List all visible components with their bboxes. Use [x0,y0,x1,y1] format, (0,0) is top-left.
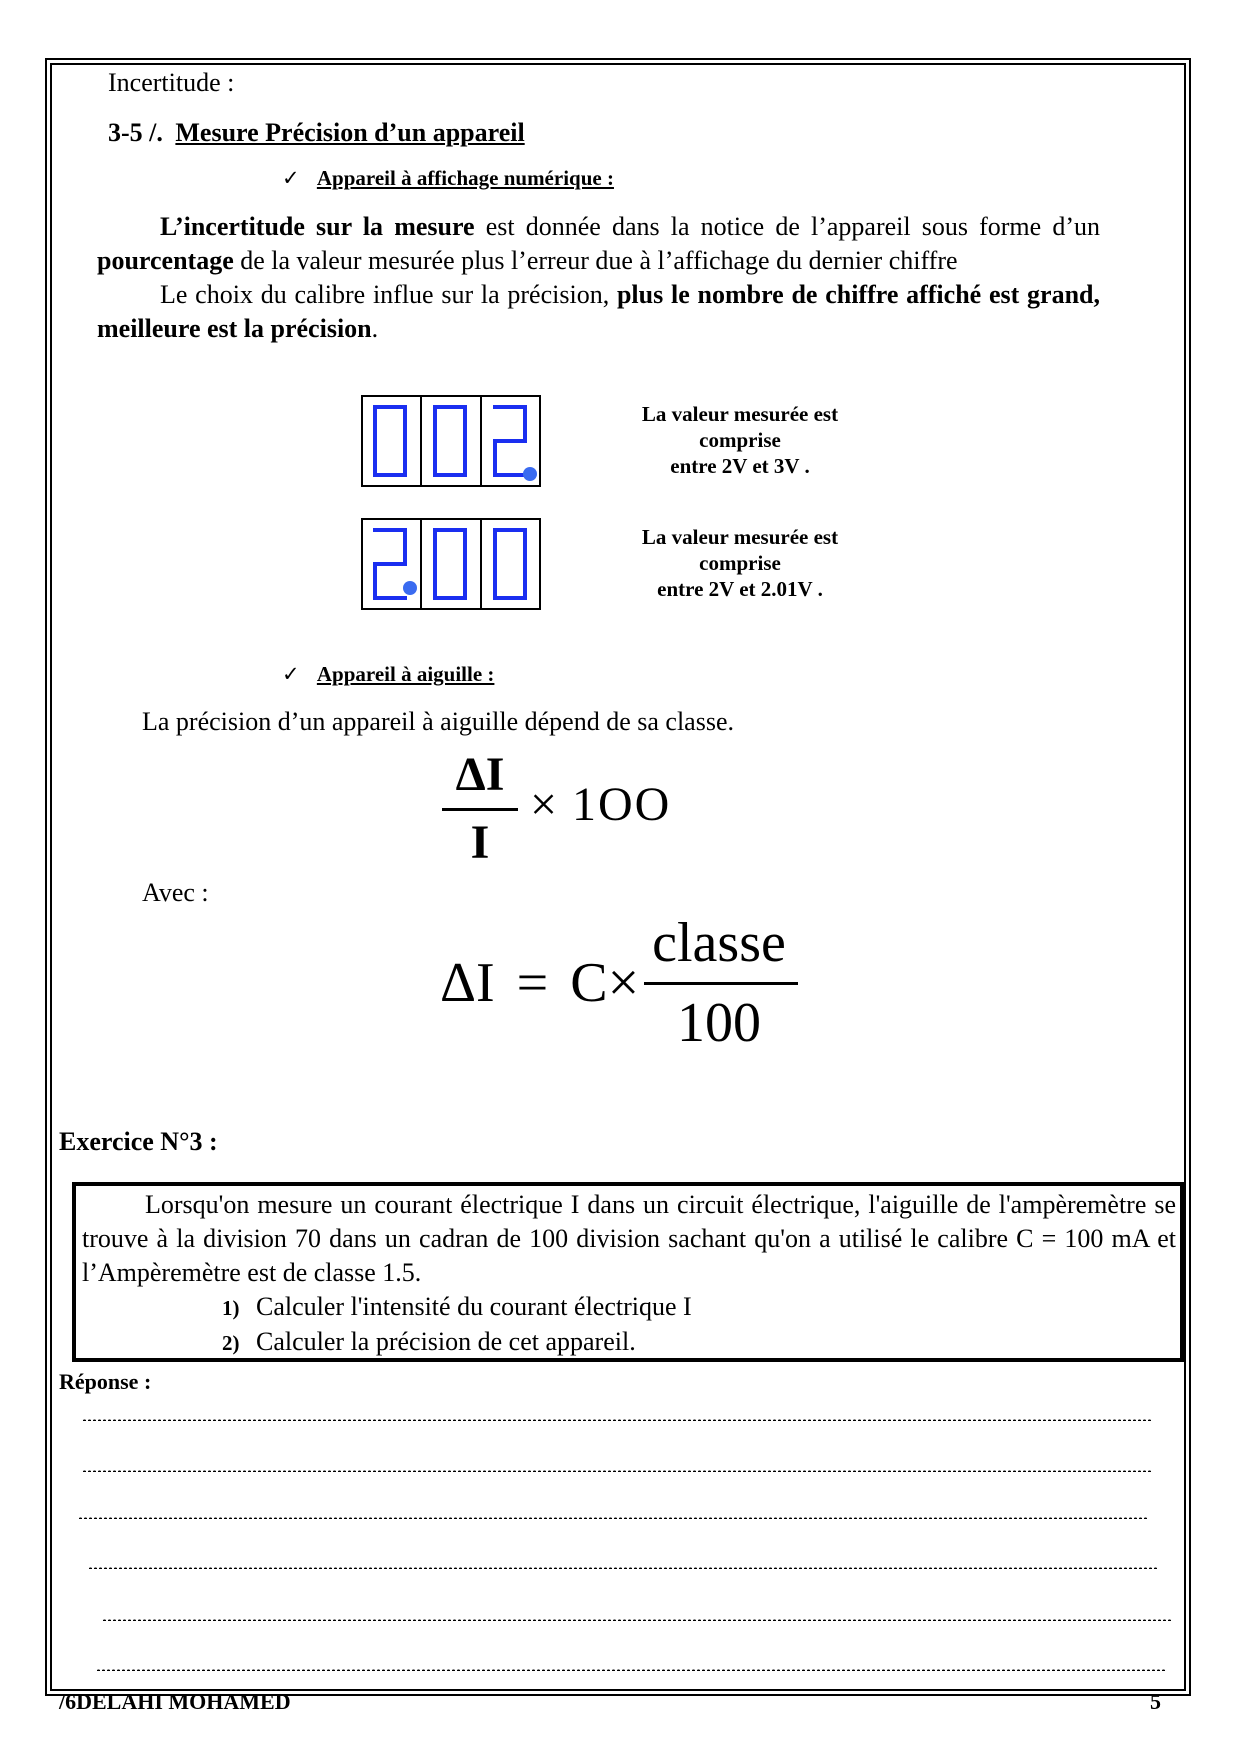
display-1-digit-2 [435,407,465,475]
digital-heading-row [282,164,614,192]
formula-1-factor: 1OO [572,778,672,831]
display-2-decimal-point [403,581,417,595]
p1-bold-2: pourcentage [97,246,234,275]
exercise-title: Exercice N°3 : [59,1127,218,1156]
formula-2-times: × [607,952,640,1014]
display-1-note-line-2: comprise [699,428,781,452]
p2-end: . [371,314,379,343]
formula-1-denominator: I [470,816,490,869]
footer-page-number: 5 [1150,1689,1161,1714]
digital-paragraph-2 [97,278,1100,346]
display-2-digit-2 [435,530,465,598]
question-2-text: Calculer la précision de cet appareil. [256,1327,636,1356]
footer-author: /6DELAHI MOHAMED [59,1689,291,1714]
formula-2-fraction-bar [644,982,798,985]
exercise-text-block [82,1188,1176,1360]
display-2-note-line-2: comprise [699,551,781,575]
answer-line-3[interactable] [78,1517,1148,1519]
answer-line-6[interactable] [96,1669,1166,1671]
display-2-note [590,524,890,602]
exercise-question-1 [82,1290,1176,1325]
exercise-question-2 [82,1325,1176,1360]
check-icon: ✓ [282,166,300,190]
formula-2-denominator: 100 [677,992,761,1054]
formula-2-delta-i: ΔI [440,952,495,1014]
needle-heading: Appareil à aiguille : [316,662,495,686]
question-1-text: Calculer l'intensité du courant électrique I [256,1292,692,1321]
question-2-number: 2) [222,1331,240,1355]
display-2-note-line-1: La valeur mesurée est [641,525,839,549]
display-1-note-line-3: entre 2V et 3V . [670,454,810,478]
formula-1-fraction-bar [442,808,518,811]
p1-text-2: de la valeur mesurée plus l’erreur due à l’affichage du dernier chiffre [233,246,958,275]
p2-text: Le choix du calibre influe sur la précision, [160,280,617,309]
avec-label: Avec : [142,878,209,907]
display-2-note-line-3: entre 2V et 2.01V . [657,577,823,601]
display-1-digit-3 [495,407,525,475]
formula-2-numerator: classe [652,912,786,974]
section-title: Mesure Précision d’un appareil [175,118,525,147]
question-1-number: 1) [222,1296,240,1320]
display-1-digit-1 [375,407,405,475]
digital-display-2 [361,518,541,610]
digital-heading: Appareil à affichage numérique : [316,166,614,190]
formula-1-numerator: ΔI [455,748,505,801]
display-1-note-line-1: La valeur mesurée est [641,402,839,426]
digital-display-1 [361,395,541,487]
formula-2-lhs [440,952,639,1014]
answer-line-1[interactable] [82,1419,1152,1421]
p2-bold: plus le nombre de chiffre affiché est grand, meilleure est la précision [97,280,1100,343]
section-number: 3-5 /. [108,118,163,147]
formula-1-times: × [530,778,558,831]
digital-paragraphs [97,210,1100,346]
needle-heading-row [282,660,494,688]
answer-label: Réponse : [59,1369,152,1394]
display-2-digit-3 [495,530,525,598]
needle-text: La précision d’un appareil à aiguille dépend de sa classe. [142,707,734,736]
display-1-decimal-point [523,467,537,481]
incertitude-label: Incertitude : [108,68,235,97]
answer-line-4[interactable] [88,1567,1158,1569]
answer-line-2[interactable] [82,1470,1152,1472]
exercise-statement: Lorsqu'on mesure un courant électrique I dans un circuit électrique, l'aiguille de l'ampèremètre se trouve à la division 70 dans un cadran de 100 division sachant qu'on a utilisé le calibre C = 100 mA et l’Ampèremètre est de classe 1.5. [82,1190,1176,1287]
check-icon: ✓ [282,662,300,686]
display-2-digit-1 [375,530,405,598]
formula-2-c: C [570,952,608,1014]
digital-paragraph-1 [97,210,1100,278]
section-heading [108,116,525,150]
answer-line-5[interactable] [102,1619,1172,1621]
p1-text-1: est donnée dans la notice de l’appareil sous forme d’un [474,212,1100,241]
formula-2-equals: = [516,952,549,1014]
p1-bold-1: L’incertitude sur la mesure [160,212,475,241]
display-1-note [590,401,890,479]
